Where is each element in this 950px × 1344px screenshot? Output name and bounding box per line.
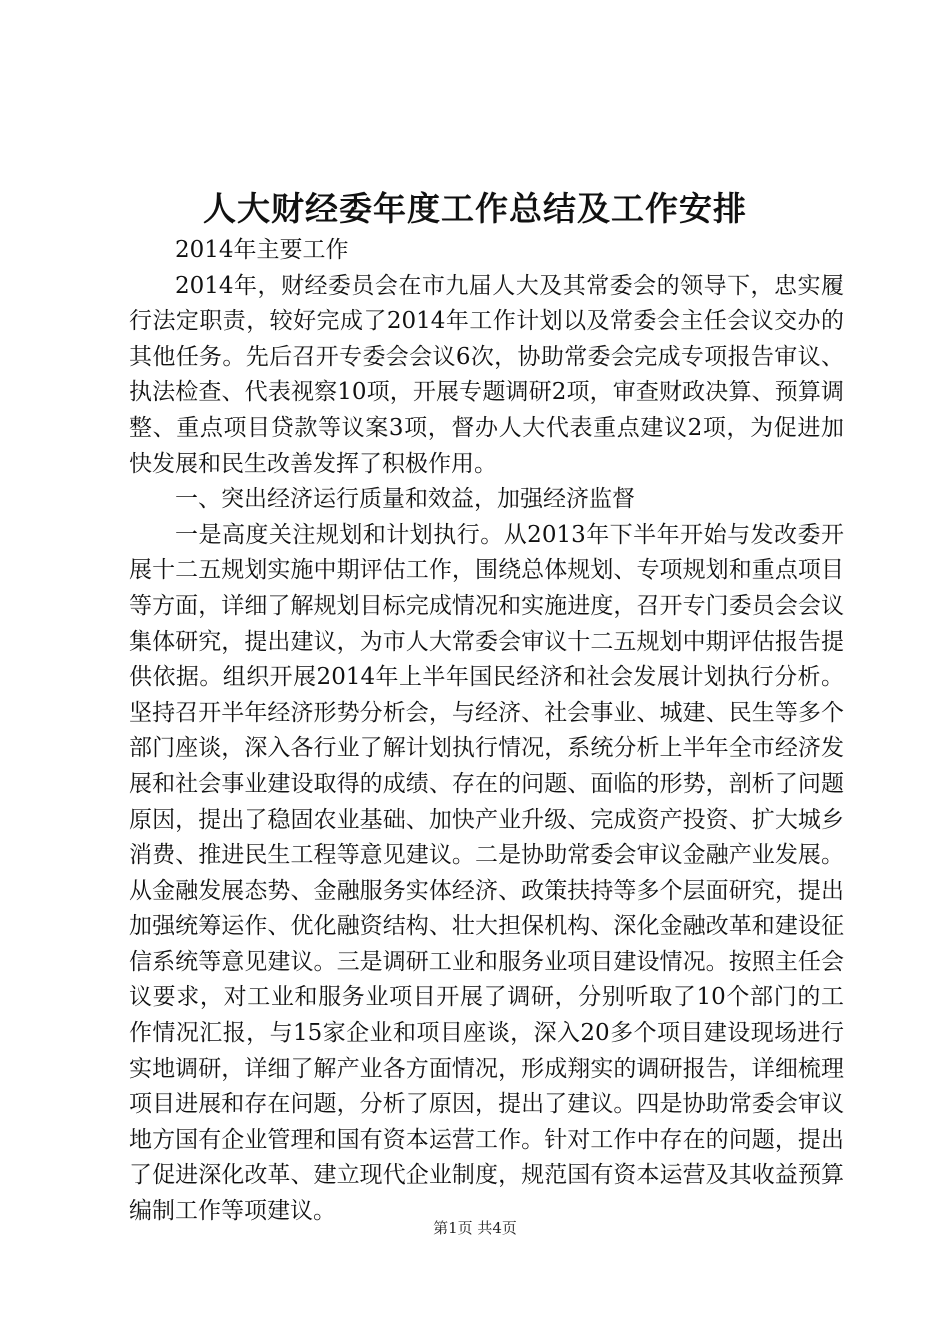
section-heading-economic-supervision: 一、突出经济运行质量和效益，加强经济监督 xyxy=(175,486,635,513)
section-heading-main-work: 2014年主要工作 xyxy=(175,237,349,263)
paragraph-supervision-details: 一是高度关注规划和计划执行。从2013年下半年开始与发改委开展十二五规划实施中期评估工作，围绕总体规划、专项规划和重点项目等方面，详细了解规划目标完成情况和实施进度，召开专门委员会会议集体研究，提出建议，为市人大常委会审议十二五规划中期评估报告提供依据。组织开展2014年上半年国民经济和社会发展计划执行分析。坚持召开半年经济形势分析会，与经济、社会事业、城建、民生等多个部门座谈，深入各行业了解计划执行情况，系统分析上半年全市经济发展和社会事业建设取得的成绩、存在的问题、面临的形势，剖析了问题原因，提出了稳固农业基础、加快产业升级、完成资产投资、扩大城乡消费、推进民生工程等意见建议。二是协助常委会审议金融产业发展。从金融发展态势、金融服务实体经济、政策扶持等多个层面研究，提出加强统筹运作、优化融资结构、壮大担保机构、深化金融改革和建设征信系统等意见建议。三是调研工业和服务业项目建设情况。按照主任会议要求，对工业和服务业项目开展了调研，分别听取了10个部门的工作情况汇报，与15家企业和项目座谈，深入20多个项目建设现场进行实地调研，详细了解产业各方面情况，形成翔实的调研报告，详细梳理项目进展和存在问题，分析了原因，提出了建议。四是协助常委会审议地方国有企业管理和国有资本运营工作。针对工作中存在的问题，提出了促进深化改革、建立现代企业制度，规范国有资本运营及其收益预算编制工作等项建议。 xyxy=(129,521,844,1225)
document-body xyxy=(129,233,844,1230)
paragraph-overview: 2014年，财经委员会在市九届人大及其常委会的领导下，忠实履行法定职责，较好完成了2014年工作计划以及常委会主任会议交办的其他任务。先后召开专委会会议6次，协助常委会完成专项报告审议、执法检查、代表视察10项，开展专题调研2项，审查财政决算、预算调整、重点项目贷款等议案3项，督办人大代表重点建议2项，为促进加快发展和民生改善发挥了积极作用。 xyxy=(129,272,844,477)
document-title: 人大财经委年度工作总结及工作安排 xyxy=(203,189,747,228)
page-number-footer: 第1页 共4页 xyxy=(433,1219,517,1237)
